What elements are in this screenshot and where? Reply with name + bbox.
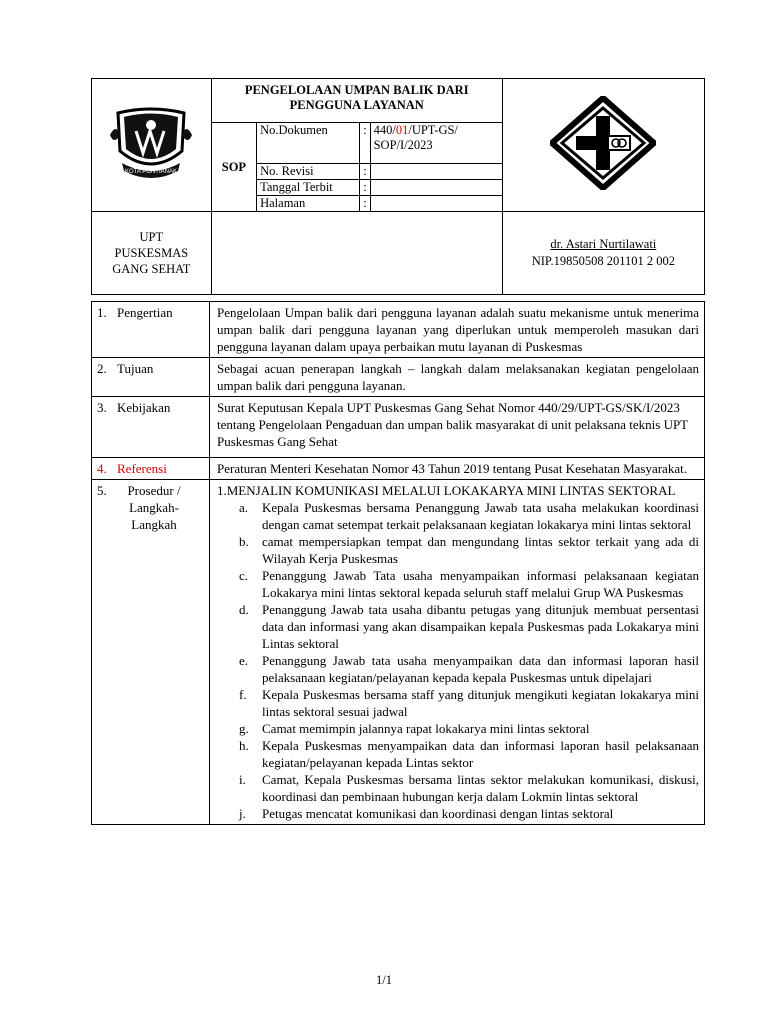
table-row: [92, 397, 705, 458]
section-text-tujuan: Sebagai acuan penerapan langkah – langkah dalam melaksanakan kegiatan pengelolaan umpan balik dari pengguna layanan.: [210, 358, 705, 397]
puskesmas-cross-logo-icon: [550, 96, 656, 190]
field-label-no-revisi: No. Revisi: [257, 164, 360, 180]
pontianak-logo-cell: [92, 79, 212, 212]
section-number: 1.: [97, 305, 107, 320]
field-label-no-dokumen: No.Dokumen: [257, 123, 360, 164]
blank-cell: [211, 212, 502, 295]
section-label: [92, 397, 210, 458]
list-item: j. Petugas mencatat komunikasi dan koordinasi dengan lintas sektoral: [239, 806, 614, 821]
unit-line: PUSKESMAS: [114, 246, 189, 260]
section-label: [92, 458, 210, 480]
list-item: h. Kepala Puskesmas menyampaikan data dan informasi laporan hasil pelaksanaan kegiatan/pelayanan kepada Lintas sektor: [239, 738, 699, 770]
field-label-tanggal-terbit: Tanggal Terbit: [257, 180, 360, 196]
list-item: f. Kepala Puskesmas bersama staff yang ditunjuk mengikuti kegiatan lokakarya mini lintas sektoral sesuai jadwal: [239, 687, 699, 719]
sop-content-table: [91, 301, 705, 825]
section-title: Tujuan: [117, 361, 154, 376]
signatory-nip: NIP.19850508 201101 2 002: [531, 254, 675, 268]
list-item: g. Camat memimpin jalannya rapat lokakarya mini lintas sektoral: [239, 721, 590, 736]
procedure-steps: [217, 499, 699, 822]
section-title: Referensi: [117, 461, 167, 476]
section-title: Kebijakan: [117, 400, 171, 415]
doc-number-highlight: 01: [395, 123, 409, 137]
section-text-kebijakan: Surat Keputusan Kepala UPT Puskesmas Gang Sehat Nomor 440/29/UPT-GS/SK/I/2023 tentang Pengelolaan Pengaduan dan umpan balik masyarakat di unit pelaksana teknis UPT Puskesmas Gang Sehat: [210, 397, 705, 458]
list-item: a. Kepala Puskesmas bersama Penanggung Jawab tata usaha melakukan koordinasi dengan camat setempat terkait pelaksanaan kegiatan lokakarya mini lintas sektoral: [239, 500, 699, 532]
document-title: PENGELOLAAN UMPAN BALIK DARI PENGGUNA LAYANAN: [211, 79, 502, 123]
pontianak-crest-icon: [108, 105, 194, 181]
field-colon: :: [360, 123, 370, 164]
section-number: 2.: [97, 361, 107, 376]
section-prosedur: [210, 480, 705, 825]
unit-name: [92, 212, 212, 295]
doc-number-prefix: 440/: [373, 123, 396, 137]
section-text-pengertian: Pengelolaan Umpan balik dari pengguna layanan adalah suatu mekanisme untuk menerima umpan balik dari pengguna layanan yang diperlukan untuk memperoleh masukan dari pengguna layanan dalam upaya perbaikan mutu layanan di Puskesmas: [210, 302, 705, 358]
table-row: [92, 480, 705, 825]
table-row: [92, 358, 705, 397]
list-item: d. Penanggung Jawab tata usaha dibantu petugas yang ditunjuk membuat persentasi data dan informasi yang akan disampaikan kepala Puskesmas pada Lokakarya mini Lintas sektoral: [239, 602, 699, 651]
section-title: Pengertian: [117, 305, 173, 320]
section-number: 4.: [97, 461, 107, 476]
field-value-tanggal-terbit: [370, 180, 502, 196]
unit-line: UPT: [139, 230, 164, 244]
table-row: [92, 458, 705, 480]
puskesmas-logo-cell: [502, 79, 704, 212]
field-colon: :: [360, 164, 370, 180]
field-colon: :: [360, 180, 370, 196]
field-value-no-dokumen: [370, 123, 502, 164]
doc-number-suffix: /UPT-GS/ SOP/I/2023: [373, 123, 458, 152]
sop-label: SOP: [211, 123, 256, 212]
field-label-halaman: Halaman: [257, 196, 360, 212]
list-item: b. camat mempersiapkan tempat dan mengundang lintas sektor terkait yang ada di Wilayah Kerja Puskesmas: [239, 534, 699, 566]
section-title: Prosedur / Langkah-Langkah: [127, 483, 181, 532]
section-label: [92, 302, 210, 358]
section-number: 5.: [97, 483, 107, 498]
section-text-referensi: Peraturan Menteri Kesehatan Nomor 43 Tahun 2019 tentang Pusat Kesehatan Masyarakat.: [210, 458, 705, 480]
logo-caption: KOTA PONTIANAK: [125, 169, 178, 175]
list-item: i. Camat, Kepala Puskesmas bersama lintas sektor melakukan komunikasi, diskusi, koordinasi dan pembinaan hubungan kerja dalam Lokmin lintas sektoral: [239, 772, 699, 804]
procedure-heading: 1.MENJALIN KOMUNIKASI MELALUI LOKAKARYA MINI LINTAS SEKTORAL: [217, 483, 676, 498]
field-value-no-revisi: [370, 164, 502, 180]
table-row: [92, 302, 705, 358]
section-label: [92, 358, 210, 397]
page-number: 1/1: [376, 973, 392, 987]
list-item: c. Penanggung Jawab Tata usaha menyampaikan informasi pelaksanaan kegiatan Lokakarya mini lintas sektoral kepada seluruh staff melalui Grup WA Puskesmas: [239, 568, 699, 600]
unit-line: GANG SEHAT: [112, 262, 191, 276]
section-label: [92, 480, 210, 825]
field-colon: :: [360, 196, 370, 212]
section-number: 3.: [97, 400, 107, 415]
field-value-halaman: [370, 196, 502, 212]
signatory-name: dr. Astari Nurtilawati: [550, 237, 657, 251]
list-item: e. Penanggung Jawab tata usaha menyampaikan data dan informasi laporan hasil pelaksanaan kegiatan/pelayanan kepada kepala Puskesmas untuk dipelajari: [239, 653, 699, 685]
signatory-block: [502, 212, 704, 295]
header-table: [91, 78, 705, 295]
